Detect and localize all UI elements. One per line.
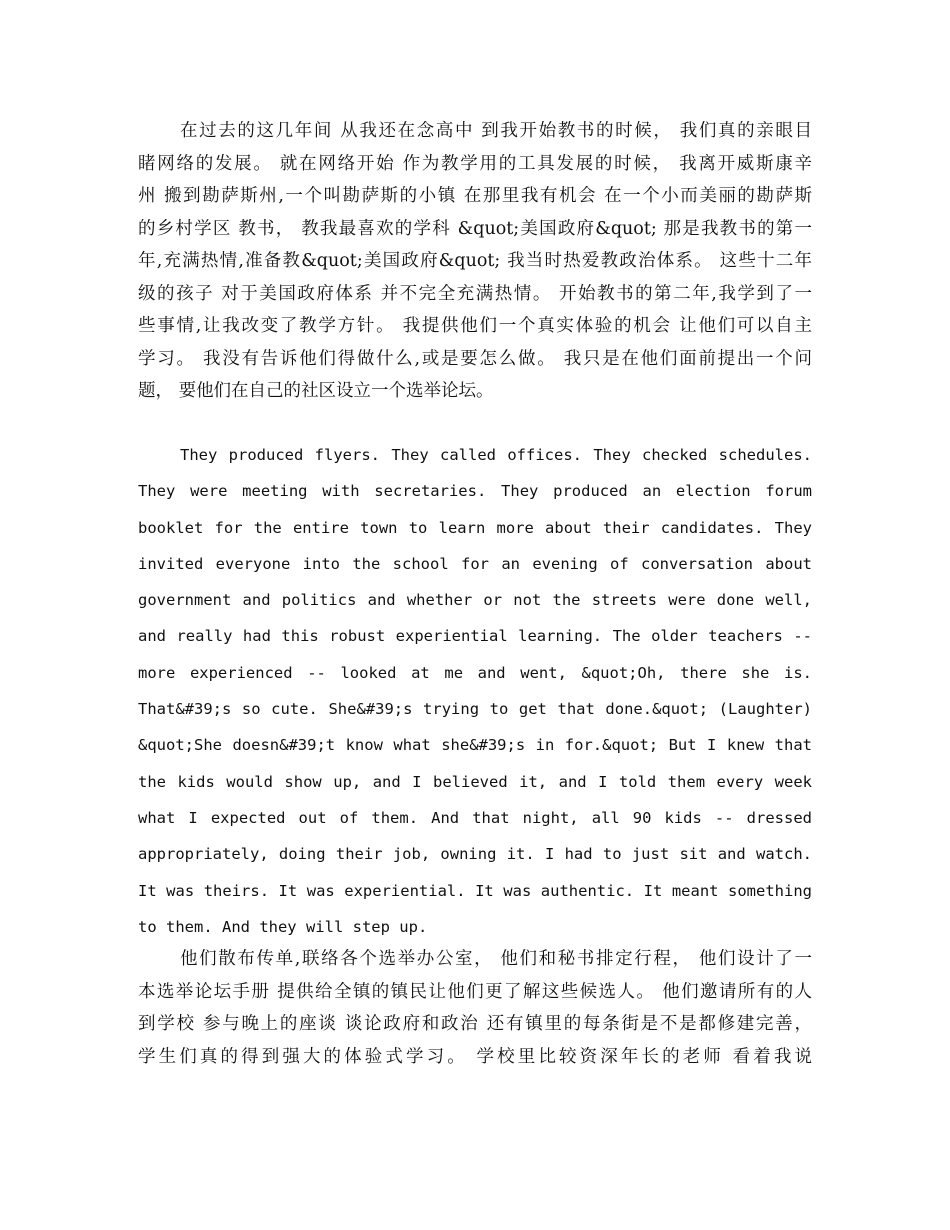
text-line: appropriately, doing their job, owning it. I had to just sit and watch.: [138, 845, 812, 864]
text-line: 到学校 参与晚上的座谈 谈论政府和政治 还有镇里的每条街是不是都修建完善，: [138, 1014, 812, 1034]
text-line: more experienced -- looked at me and went, &quot;Oh, there she is.: [138, 663, 812, 682]
text-line: 的乡村学区 教书， 教我最喜欢的学科 &quot;美国政府&quot; 那是我教书的第一: [138, 218, 812, 239]
text-line: 他们散布传单,联络各个选举办公室， 他们和秘书排定行程， 他们设计了一: [180, 949, 812, 969]
text-line: They were meeting with secretaries. They produced an election forum: [138, 482, 812, 501]
text-line: 在过去的这几年间 从我还在念高中 到我开始教书的时候， 我们真的亲眼目: [180, 121, 812, 141]
text-line: It was theirs. It was experiential. It was authentic. It meant something: [138, 881, 812, 900]
paragraph-english: [138, 437, 812, 945]
text-line: what I expected out of them. And that night, all 90 kids -- dressed: [138, 808, 812, 827]
text-line: 本选举论坛手册 提供给全镇的镇民让他们更了解这些候选人。 他们邀请所有的人: [138, 981, 812, 1002]
text-line: the kids would show up, and I believed it, and I told them every week: [138, 772, 812, 791]
text-line: invited everyone into the school for an evening of conversation about: [138, 554, 812, 573]
text-line: 级的孩子 对于美国政府体系 并不完全充满热情。 开始教书的第二年,我学到了一: [138, 283, 812, 304]
text-line: and really had this robust experiential learning. The older teachers --: [138, 627, 812, 646]
text-line: 题， 要他们在自己的社区设立一个选举论坛。: [138, 381, 494, 401]
text-line: 年,充满热情,准备教&quot;美国政府&quot; 我当时热爱教政治体系。 这些十二年: [138, 251, 812, 271]
text-line: to them. And they will step up.: [138, 917, 428, 936]
text-line: That&#39;s so cute. She&#39;s trying to get that done.&quot; (Laughter): [138, 700, 812, 719]
text-line: 学习。 我没有告诉他们得做什么,或是要怎么做。 我只是在他们面前提出一个问: [138, 348, 812, 369]
text-line: They produced flyers. They called offices. They checked schedules.: [180, 446, 812, 464]
text-line: 睹网络的发展。 就在网络开始 作为教学用的工具发展的时候， 我离开威斯康辛: [138, 153, 812, 174]
paragraph-chinese-2: [138, 943, 812, 1073]
text-line: booklet for the entire town to learn more about their candidates. They: [138, 518, 812, 537]
paragraph-chinese-1: [138, 115, 812, 408]
text-line: 学生们真的得到强大的体验式学习。 学校里比较资深年长的老师 看着我说: [138, 1046, 812, 1067]
text-line: &quot;She doesn&#39;t know what she&#39;s in for.&quot; But I knew that: [138, 736, 812, 755]
text-line: government and politics and whether or not the streets were done well,: [138, 591, 812, 610]
text-line: 些事情,让我改变了教学方针。 我提供他们一个真实体验的机会 让他们可以自主: [138, 316, 812, 336]
text-line: 州 搬到勘萨斯州,一个叫勘萨斯的小镇 在那里我有机会 在一个小而美丽的勘萨斯: [138, 186, 812, 206]
